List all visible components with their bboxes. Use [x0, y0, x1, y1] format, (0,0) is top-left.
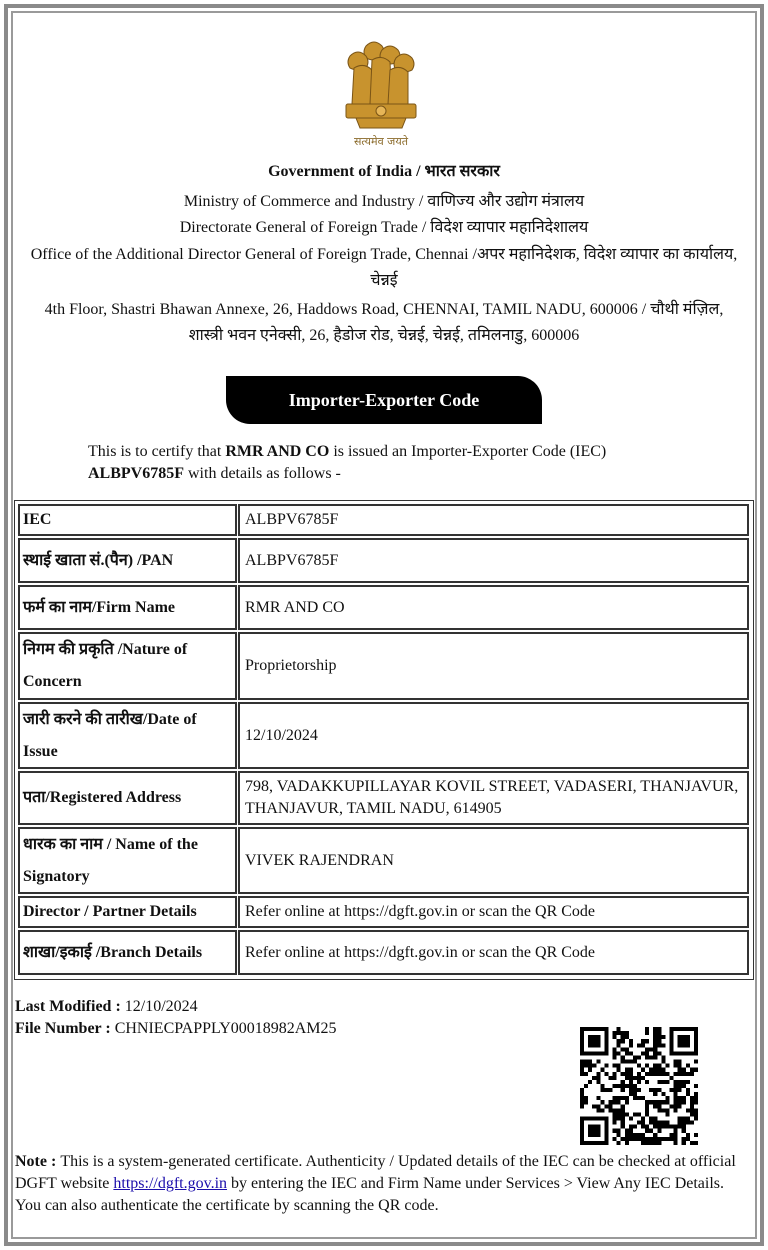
- last-modified-value: 12/10/2024: [124, 998, 198, 1015]
- table-row-label: स्थाई खाता सं.(पैन) /PAN: [18, 538, 237, 583]
- note: [15, 1151, 745, 1217]
- file-number: [15, 1018, 337, 1040]
- last-modified: [15, 996, 198, 1018]
- table-row-value: VIVEK RAJENDRAN: [238, 827, 749, 894]
- table-row-value: RMR AND CO: [238, 585, 749, 630]
- table-row-label: Director / Partner Details: [18, 896, 237, 928]
- note-text-2: by entering the IEC and Firm Name under Services > View Any IEC Details. You can also authenticate the certificate by scanning the QR code.: [15, 1175, 725, 1214]
- table-row-label: जारी करने की तारीख/Date of Issue: [18, 702, 237, 769]
- national-emblem-icon: [336, 36, 426, 152]
- header-office-city: चेन्नई: [370, 272, 398, 289]
- qr-code-icon: [580, 1027, 698, 1145]
- dgft-website-link[interactable]: https://dgft.gov.in: [113, 1175, 228, 1192]
- table-row-label: धारक का नाम / Name of the Signatory: [18, 827, 237, 894]
- table-row-label: फर्म का नाम/Firm Name: [18, 585, 237, 630]
- table-row-label: शाखा/इकाई /Branch Details: [18, 930, 237, 975]
- header-address-en: 4th Floor, Shastri Bhawan Annexe, 26, Haddows Road, CHENNAI, TAMIL NADU, 600006 / चौथी मंज़िल,: [44, 301, 724, 318]
- emblem-motto: सत्यमेव जयते: [353, 135, 408, 148]
- certify-prefix: This is to certify that: [88, 443, 226, 460]
- table-row-value: 12/10/2024: [238, 702, 749, 769]
- header-ministry: Ministry of Commerce and Industry / वाणिज्य और उद्योग मंत्रालय: [183, 193, 585, 210]
- certify-firm: RMR AND CO: [225, 443, 330, 460]
- file-number-value: CHNIECPAPPLY00018982AM25: [114, 1020, 337, 1037]
- header-government: Government of India / भारत सरकार: [268, 163, 500, 180]
- header-directorate: Directorate General of Foreign Trade / विदेश व्यापार महानिदेशालय: [179, 219, 589, 236]
- table-row-label: IEC: [18, 504, 237, 536]
- certificate-title: Importer-Exporter Code: [226, 376, 542, 424]
- last-modified-label: Last Modified :: [15, 998, 125, 1015]
- table-row-value: ALBPV6785F: [238, 504, 749, 536]
- table-row-value: ALBPV6785F: [238, 538, 749, 583]
- table-row-value: 798, VADAKKUPILLAYAR KOVIL STREET, VADASERI, THANJAVUR, THANJAVUR, TAMIL NADU, 614905: [238, 771, 749, 825]
- file-number-label: File Number :: [15, 1020, 115, 1037]
- certify-middle: is issued an Importer-Exporter Code (IEC): [329, 443, 607, 460]
- table-row-label: निगम की प्रकृति /Nature of Concern: [18, 632, 237, 700]
- header-office: Office of the Additional Director General of Foreign Trade, Chennai /अपर महानिदेशक, विदेश व्यापार का कार्यालय,: [30, 246, 738, 263]
- certify-statement: [88, 441, 688, 485]
- note-text-1: This is a system-generated certificate. Authenticity / Updated details of the IEC can be checked at official DGFT website: [15, 1153, 736, 1192]
- table-row-value: Proprietorship: [238, 632, 749, 700]
- table-row-value: Refer online at https://dgft.gov.in or scan the QR Code: [238, 930, 749, 975]
- table-row-value: Refer online at https://dgft.gov.in or scan the QR Code: [238, 896, 749, 928]
- certify-iec: ALBPV6785F: [88, 465, 184, 482]
- note-label: Note :: [15, 1153, 61, 1170]
- certify-suffix: with details as follows -: [184, 465, 341, 482]
- header-address-hi: शास्त्री भवन एनेक्सी, 26, हैडोज रोड, चेन्नई, चेन्नई, तमिलनाडु, 600006: [188, 327, 580, 344]
- table-row-label: पता/Registered Address: [18, 771, 237, 825]
